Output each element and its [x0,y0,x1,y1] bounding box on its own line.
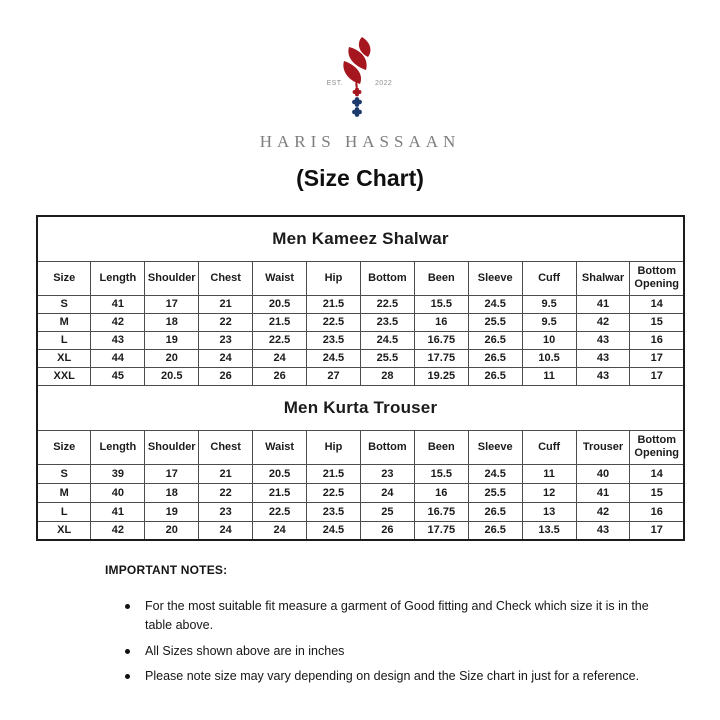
measurement-cell: 41 [576,483,630,502]
measurement-cell: 17 [630,521,684,540]
measurement-cell: 26.5 [468,331,522,349]
note-item: For the most suitable fit measure a garment of Good fitting and Check which size it is in the table above. [122,597,650,636]
measurement-cell: 43 [576,521,630,540]
table-row [37,521,684,540]
column-header: Bottom Opening [630,430,684,464]
measurement-cell: 13 [522,502,576,521]
measurement-cell: 27 [307,367,361,385]
size-label-cell: L [37,331,91,349]
measurement-cell: 13.5 [522,521,576,540]
column-header: Chest [199,430,253,464]
measurement-cell: 22 [199,313,253,331]
measurement-cell: 23 [199,502,253,521]
blue-diamond-icon [352,107,362,117]
measurement-cell: 20.5 [253,464,307,483]
measurement-cell: 40 [91,483,145,502]
measurement-cell: 23.5 [307,502,361,521]
measurement-cell: 15.5 [414,295,468,313]
size-chart-area [36,215,720,541]
measurement-cell: 24 [199,349,253,367]
measurement-cell: 16 [630,502,684,521]
measurement-cell: 10.5 [522,349,576,367]
brand-logo-block [0,0,720,120]
measurement-cell: 43 [576,349,630,367]
table-row [37,367,684,385]
measurement-cell: 21 [199,295,253,313]
column-header: Sleeve [468,261,522,295]
column-header: Bottom [360,261,414,295]
column-header: Length [91,430,145,464]
table-title: Men Kurta Trouser [37,385,684,430]
measurement-cell: 24 [253,521,307,540]
measurement-cell: 40 [576,464,630,483]
column-header: Bottom Opening [630,261,684,295]
column-header: Hip [307,430,361,464]
measurement-cell: 17 [145,295,199,313]
measurement-cell: 28 [360,367,414,385]
size-label-cell: M [37,483,91,502]
measurement-cell: 43 [576,367,630,385]
measurement-cell: 24.5 [307,349,361,367]
table-row [37,464,684,483]
size-chart-table [36,215,685,541]
measurement-cell: 41 [576,295,630,313]
measurement-cell: 17 [630,349,684,367]
measurement-cell: 21.5 [307,295,361,313]
measurement-cell: 17 [145,464,199,483]
table-row [37,483,684,502]
measurement-cell: 22.5 [307,483,361,502]
measurement-cell: 20.5 [145,367,199,385]
measurement-cell: 24.5 [468,464,522,483]
measurement-cell: 24.5 [360,331,414,349]
page-title: (Size Chart) [296,165,424,191]
measurement-cell: 17.75 [414,349,468,367]
brand-logo-icon [298,36,422,120]
measurement-cell: 18 [145,313,199,331]
measurement-cell: 23 [199,331,253,349]
measurement-cell: 19 [145,502,199,521]
measurement-cell: 15.5 [414,464,468,483]
table-title: Men Kameez Shalwar [37,216,684,261]
red-diamond-icon [353,88,362,97]
measurement-cell: 39 [91,464,145,483]
measurement-cell: 42 [576,313,630,331]
column-header: Trouser [576,430,630,464]
column-header: Size [37,430,91,464]
measurement-cell: 21 [199,464,253,483]
table-row [37,295,684,313]
measurement-cell: 20 [145,349,199,367]
measurement-cell: 25 [360,502,414,521]
measurement-cell: 26.5 [468,349,522,367]
blue-diamond-icon [352,97,362,107]
column-header: Sleeve [468,430,522,464]
measurement-cell: 41 [91,295,145,313]
measurement-cell: 24.5 [468,295,522,313]
brand-name: HARIS HASSAAN [259,132,461,151]
column-header: Size [37,261,91,295]
measurement-cell: 22.5 [253,502,307,521]
column-header: Been [414,261,468,295]
measurement-cell: 26.5 [468,367,522,385]
measurement-cell: 9.5 [522,295,576,313]
measurement-cell: 23.5 [307,331,361,349]
measurement-cell: 9.5 [522,313,576,331]
measurement-cell: 16 [414,483,468,502]
column-header: Shalwar [576,261,630,295]
measurement-cell: 16.75 [414,331,468,349]
measurement-cell: 14 [630,295,684,313]
note-item: Please note size may vary depending on design and the Size chart in just for a reference. [122,667,650,686]
measurement-cell: 26 [199,367,253,385]
column-header: Cuff [522,430,576,464]
measurement-cell: 20.5 [253,295,307,313]
column-header: Been [414,430,468,464]
measurement-cell: 21.5 [253,483,307,502]
measurement-cell: 21.5 [253,313,307,331]
size-label-cell: XXL [37,367,91,385]
measurement-cell: 42 [576,502,630,521]
measurement-cell: 17 [630,367,684,385]
size-label-cell: S [37,295,91,313]
column-header: Hip [307,261,361,295]
measurement-cell: 22.5 [253,331,307,349]
measurement-cell: 25.5 [468,313,522,331]
important-notes-section [105,563,671,687]
column-header: Shoulder [145,261,199,295]
column-header: Shoulder [145,430,199,464]
measurement-cell: 25.5 [360,349,414,367]
measurement-cell: 23 [360,464,414,483]
measurement-cell: 24 [360,483,414,502]
measurement-cell: 43 [91,331,145,349]
measurement-cell: 26.5 [468,502,522,521]
size-label-cell: L [37,502,91,521]
logo-year-label: 2022 [375,80,393,87]
measurement-cell: 11 [522,464,576,483]
measurement-cell: 22.5 [360,295,414,313]
measurement-cell: 45 [91,367,145,385]
table-row [37,331,684,349]
measurement-cell: 23.5 [360,313,414,331]
measurement-cell: 18 [145,483,199,502]
size-label-cell: XL [37,521,91,540]
column-header: Chest [199,261,253,295]
measurement-cell: 42 [91,521,145,540]
table-row [37,313,684,331]
measurement-cell: 15 [630,313,684,331]
measurement-cell: 17.75 [414,521,468,540]
measurement-cell: 16 [414,313,468,331]
table-row [37,502,684,521]
measurement-cell: 12 [522,483,576,502]
measurement-cell: 24 [253,349,307,367]
measurement-cell: 44 [91,349,145,367]
measurement-cell: 19 [145,331,199,349]
note-item: All Sizes shown above are in inches [122,642,650,661]
logo-est-label: EST. [326,80,343,87]
measurement-cell: 26.5 [468,521,522,540]
column-header: Bottom [360,430,414,464]
measurement-cell: 41 [91,502,145,521]
measurement-cell: 11 [522,367,576,385]
measurement-cell: 24.5 [307,521,361,540]
measurement-cell: 43 [576,331,630,349]
measurement-cell: 26 [360,521,414,540]
measurement-cell: 19.25 [414,367,468,385]
measurement-cell: 16.75 [414,502,468,521]
size-label-cell: M [37,313,91,331]
column-header: Waist [253,261,307,295]
column-header: Cuff [522,261,576,295]
measurement-cell: 16 [630,331,684,349]
size-label-cell: S [37,464,91,483]
size-label-cell: XL [37,349,91,367]
measurement-cell: 10 [522,331,576,349]
column-header: Length [91,261,145,295]
notes-heading: IMPORTANT NOTES: [105,563,228,577]
measurement-cell: 21.5 [307,464,361,483]
measurement-cell: 24 [199,521,253,540]
flame-icon [343,37,370,90]
measurement-cell: 22 [199,483,253,502]
measurement-cell: 22.5 [307,313,361,331]
measurement-cell: 25.5 [468,483,522,502]
measurement-cell: 20 [145,521,199,540]
column-header: Waist [253,430,307,464]
measurement-cell: 14 [630,464,684,483]
measurement-cell: 15 [630,483,684,502]
measurement-cell: 42 [91,313,145,331]
measurement-cell: 26 [253,367,307,385]
table-row [37,349,684,367]
notes-list [105,597,650,687]
